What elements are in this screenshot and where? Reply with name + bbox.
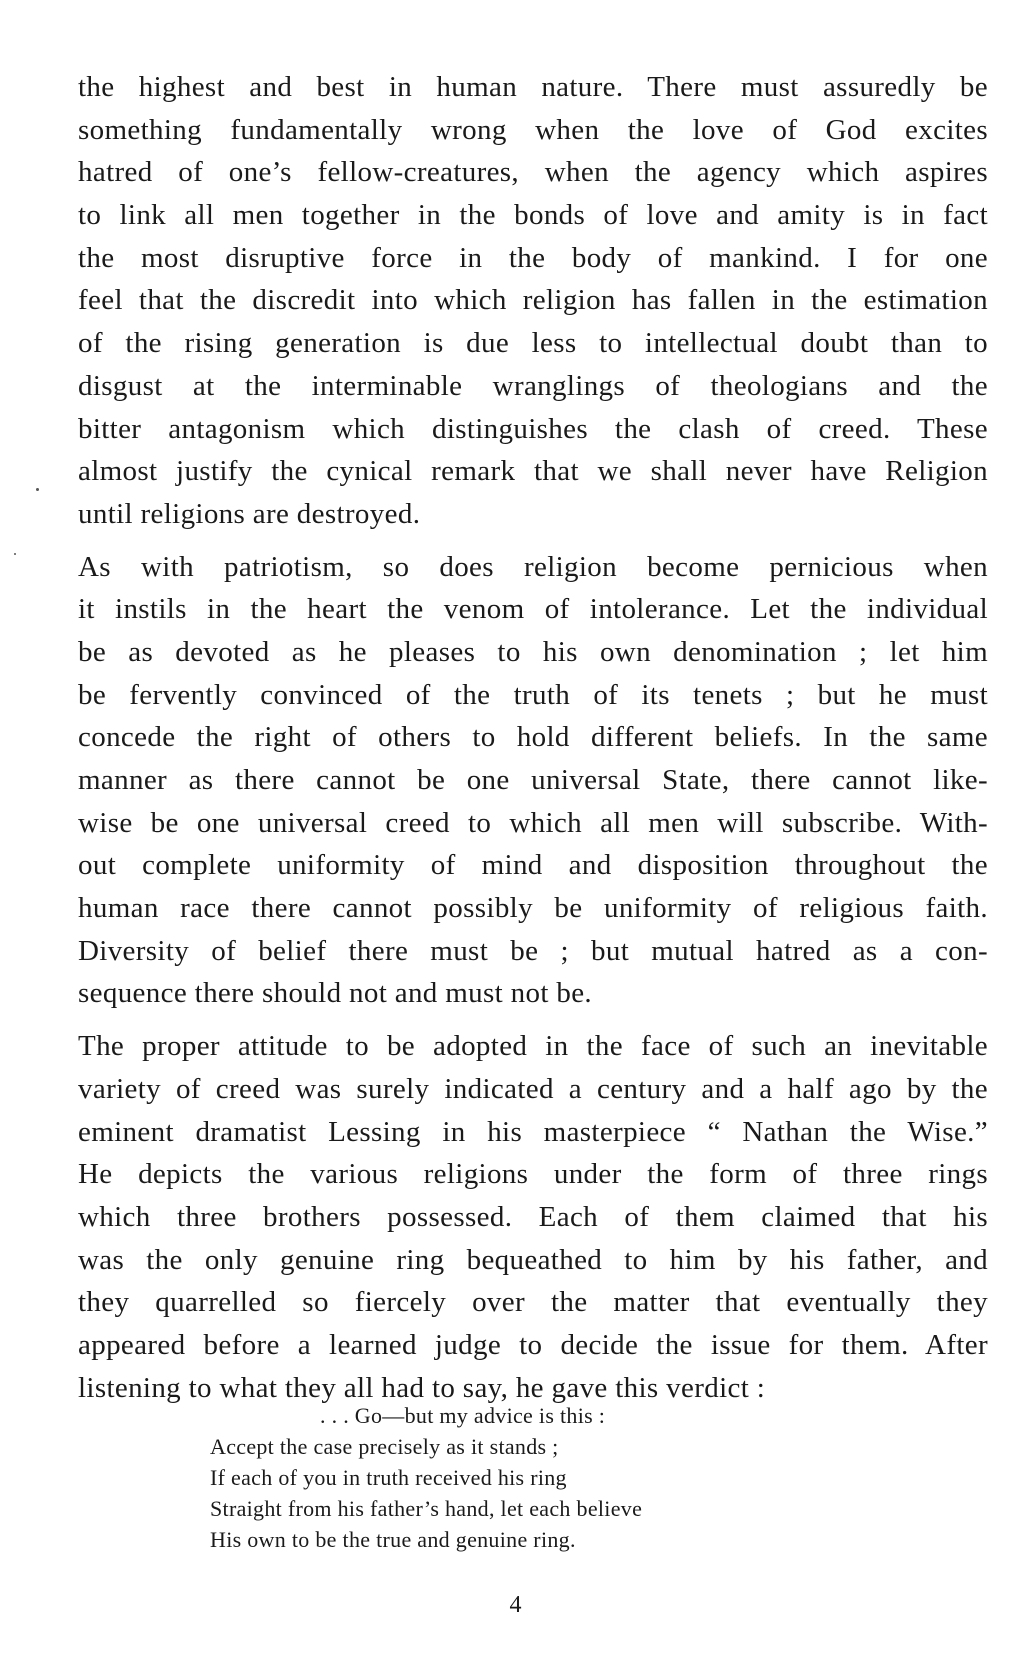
verse-line: His own to be the true and genuine ring. xyxy=(210,1527,576,1552)
verse-quotation xyxy=(210,1400,770,1555)
text-line: was the only genuine ring bequeathed to him by his father, and xyxy=(78,1243,988,1276)
scan-speck xyxy=(36,488,39,491)
body-text xyxy=(78,66,988,1419)
verse-line: Straight from his father’s hand, let each believe xyxy=(210,1496,643,1521)
text-line: to link all men together in the bonds of love and amity is in fact xyxy=(78,199,988,232)
text-line: almost justify the cynical remark that we shall never have Religion xyxy=(78,455,988,488)
text-line: wise be one universal creed to which all men will subscribe. With- xyxy=(78,806,988,839)
text-line: feel that the discredit into which religion has fallen in the estimation xyxy=(78,284,988,317)
paragraph-2 xyxy=(78,546,988,1016)
text-line: Diversity of belief there must be ; but mutual hatred as a con- xyxy=(78,934,988,967)
text-line: until religions are destroyed. xyxy=(78,497,421,530)
text-line: it instils in the heart the venom of intolerance. Let the individual xyxy=(78,593,988,626)
text-line: human race there cannot possibly be uniformity of religious faith. xyxy=(78,892,988,925)
text-line: listening to what they all had to say, he gave this verdict : xyxy=(78,1371,766,1404)
text-line: bitter antagonism which distinguishes the clash of creed. These xyxy=(78,412,988,445)
text-line: As with patriotism, so does religion become pernicious when xyxy=(78,550,988,583)
text-line: manner as there cannot be one universal State, there cannot like- xyxy=(78,764,988,796)
text-line: of the rising generation is due less to intellectual doubt than to xyxy=(78,327,988,360)
text-line: the highest and best in human nature. There must assuredly be xyxy=(78,71,988,103)
text-line: eminent dramatist Lessing in his masterpiece “ Nathan the Wise.” xyxy=(78,1115,988,1148)
text-line: He depicts the various religions under the form of three rings xyxy=(78,1158,988,1191)
text-line: be as devoted as he pleases to his own denomination ; let him xyxy=(78,635,988,668)
text-line: the most disruptive force in the body of mankind. I for one xyxy=(78,241,988,274)
verse-line: Accept the case precisely as it stands ; xyxy=(210,1434,559,1459)
text-line: concede the right of others to hold different beliefs. In the same xyxy=(78,721,988,754)
text-line: variety of creed was surely indicated a century and a half ago by the xyxy=(78,1072,988,1105)
paragraph-1 xyxy=(78,66,988,536)
verse-line: . . . Go—but my advice is this : xyxy=(320,1403,606,1428)
text-line: which three brothers possessed. Each of them claimed that his xyxy=(78,1200,988,1233)
paragraph-3 xyxy=(78,1025,988,1409)
text-line: The proper attitude to be adopted in the face of such an inevitable xyxy=(78,1030,988,1063)
text-line: hatred of one’s fellow-creatures, when the agency which aspires xyxy=(78,156,988,189)
page-number: 4 xyxy=(509,1592,522,1618)
text-line: out complete uniformity of mind and disposition throughout the xyxy=(78,849,988,882)
text-line: sequence there should not and must not be. xyxy=(78,977,593,1010)
scan-speck xyxy=(14,553,16,555)
text-line: something fundamentally wrong when the love of God excites xyxy=(78,113,988,146)
verse-line: If each of you in truth received his ring xyxy=(210,1465,567,1490)
text-line: disgust at the interminable wranglings of theologians and the xyxy=(78,369,988,402)
text-line: they quarrelled so fiercely over the matter that eventually they xyxy=(78,1286,988,1319)
text-line: appeared before a learned judge to decide the issue for them. After xyxy=(78,1328,988,1361)
text-line: be fervently convinced of the truth of its tenets ; but he must xyxy=(78,678,988,711)
